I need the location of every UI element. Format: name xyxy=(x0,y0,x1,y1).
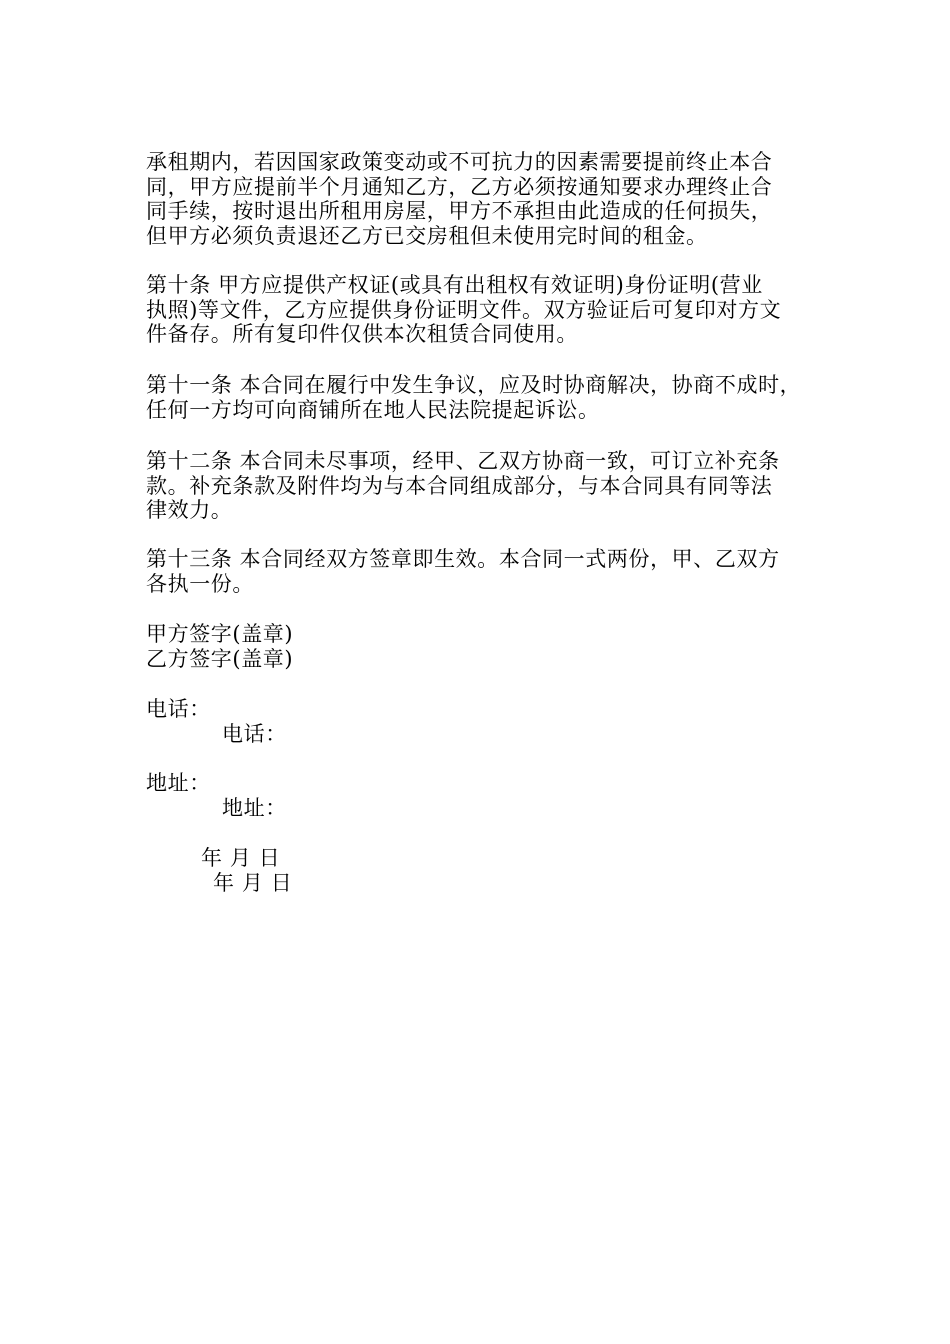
clause-13: 第十三条 本合同经双方签章即生效。本合同一式两份，甲、乙双方 各执一份。 xyxy=(146,547,780,596)
party-a-date-label: 年 月 日 xyxy=(201,846,281,870)
clause-11: 第十一条 本合同在履行中发生争议，应及时协商解决，协商不成时， 任何一方均可向商铺所在地人民法院提起诉讼。 xyxy=(146,373,802,422)
party-b-address-label: 地址： xyxy=(222,796,287,820)
party-b-date-label: 年 月 日 xyxy=(213,871,293,895)
party-b-phone-label: 电话： xyxy=(222,722,287,746)
clause-early-termination: 承租期内，若因国家政策变动或不可抗力的因素需要提前终止本合 同，甲方应提前半个月通知乙方，乙方必须按通知要求办理终止合 同手续，按时退出所租用房屋，甲方不承担由此造成的任何损失， 但甲方必须负责退还乙方已交房租但未使用完时间的租金。 xyxy=(146,150,773,248)
party-a-address-label: 地址： xyxy=(146,771,211,795)
party-a-signature-label: 甲方签字(盖章) xyxy=(146,622,294,646)
party-b-signature-label: 乙方签字(盖章) xyxy=(146,647,294,671)
clause-12: 第十二条 本合同未尽事项，经甲、乙双方协商一致，可订立补充条 款。补充条款及附件均为与本合同组成部分，与本合同具有同等法 律效力。 xyxy=(146,449,780,522)
clause-10: 第十条 甲方应提供产权证(或具有出租权有效证明)身份证明(营业 执照)等文件，乙方应提供身份证明文件。双方验证后可复印对方文 件备存。所有复印件仅供本次租赁合同使用。 xyxy=(146,273,782,346)
party-a-phone-label: 电话： xyxy=(146,697,211,721)
